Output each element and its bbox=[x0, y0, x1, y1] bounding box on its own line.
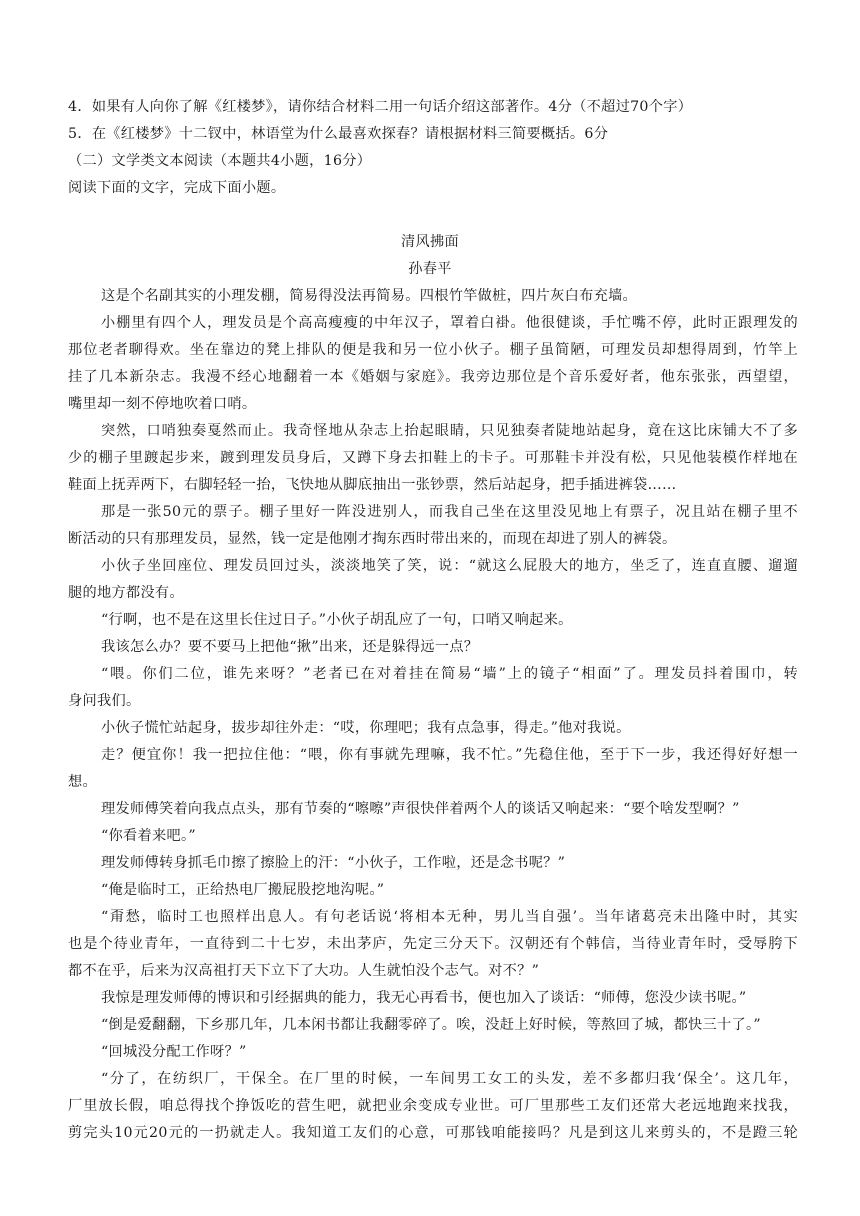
paragraph-line: “甭愁，临时工也照样出息人。有句老话说‘将相本无种，男儿当自强’。当年诸葛亮未出隆中时，其实 bbox=[101, 909, 798, 925]
question-5: 5．在《红楼梦》十二钗中，林语堂为什么最喜欢探春？请根据材料三简要概括。6分 bbox=[68, 126, 609, 142]
paragraph-line: “倒是爱翻翻，下乡那几年，几本闲书都让我翻零碎了。唉，没赶上好时候，等熬回了城，都快三十了。” bbox=[101, 1017, 761, 1033]
paragraph-line: 断活动的只有那理发员，显然，钱一定是他刚才掏东西时带出来的，而现在却进了别人的裤袋。 bbox=[68, 531, 677, 547]
paragraph-line: 我该怎么办？要不要马上把他“揪”出来，还是躲得远一点？ bbox=[101, 639, 479, 655]
paragraph-line: “回城没分配工作呀？” bbox=[101, 1044, 247, 1060]
section-heading: （二）文学类文本阅读（本题共4小题，16分） bbox=[68, 153, 372, 169]
paragraph-line: 那位老者聊得欢。坐在靠边的凳上排队的便是我和另一位小伙子。棚子虽简陋，可理发员却想得周到，竹竿上 bbox=[68, 342, 798, 358]
paragraph-line: 我惊是理发师傅的博识和引经据典的能力，我无心再看书，便也加入了谈话：“师傅，您没少读书呢。” bbox=[101, 990, 747, 1006]
paragraph-line: 那是一张50元的票子。棚子里好一阵没进别人，而我自己坐在这里没见地上有票子，况且站在棚子里不 bbox=[101, 504, 798, 520]
story-title: 清风拂面 bbox=[401, 234, 459, 250]
paragraph-line: 小棚里有四个人，理发员是个高高瘦瘦的中年汉子，罩着白褂。他很健谈，手忙嘴不停，此时正跟理发的 bbox=[101, 315, 798, 331]
paragraph-line: 鞋面上抚弄两下，右脚轻轻一抬，飞快地从脚底抽出一张钞票，然后站起身，把手插进裤袋…… bbox=[68, 477, 677, 493]
paragraph-line: 腿的地方都没有。 bbox=[68, 585, 184, 601]
paragraph-line: 这是个名副其实的小理发棚，简易得没法再简易。四根竹竿做桩，四片灰白布充墙。 bbox=[101, 288, 638, 304]
story-author: 孙春平 bbox=[408, 261, 452, 277]
paragraph-line: 厂里放长假，咱总得找个挣饭吃的营生吧，就把业余变成专业世。可厂里那些工友们还常大老远地跑来找我， bbox=[68, 1098, 798, 1114]
paragraph-line: “俺是临时工，正给热电厂搬屁股挖地沟呢。” bbox=[101, 882, 385, 898]
paragraph-line: 也是个待业青年，一直待到二十七岁，未出茅庐，先定三分天下。汉朝还有个韩信，当待业青年时，受辱胯下 bbox=[68, 936, 798, 952]
paragraph-line: 都不在乎，后来为汉高祖打天下立下了大功。人生就怕没个志气。对不？” bbox=[68, 963, 540, 979]
paragraph-line: 挂了几本新杂志。我漫不经心地翻着一本《婚姻与家庭》。我旁边那位是个音乐爱好者，他东张张，西望望， bbox=[68, 369, 798, 385]
paragraph-line: “喂。你们二位，谁先来呀？”老者已在对着挂在简易“墙”上的镜子“相面”了。理发员抖着围巾，转 bbox=[101, 666, 798, 682]
paragraph-line: 嘴里却一刻不停地吹着口哨。 bbox=[68, 396, 257, 412]
paragraph-line: 想。 bbox=[68, 774, 97, 790]
paragraph-line: “分了，在纺织厂，干保全。在厂里的时候，一车间男工女工的头发，差不多都归我‘保全’。这几年， bbox=[101, 1071, 798, 1087]
paragraph-line: 理发师傅笑着向我点点头，那有节奏的“嚓嚓”声很快伴着两个人的谈话又响起来：“要个啥发型啊？” bbox=[101, 801, 740, 817]
reading-instruction: 阅读下面的文字，完成下面小题。 bbox=[68, 180, 286, 196]
paragraph-line: 突然，口哨独奏戛然而止。我奇怪地从杂志上抬起眼睛，只见独奏者陡地站起身，竟在这比床铺大不了多 bbox=[101, 423, 798, 439]
paragraph-line: 身问我们。 bbox=[68, 693, 141, 709]
paragraph-line: 理发师傅转身抓毛巾擦了擦脸上的汗：“小伙子，工作啦，还是念书呢？” bbox=[101, 855, 566, 871]
paragraph-line: 小伙子慌忙站起身，拔步却往外走：“哎，你理吧；我有点急事，得走。”他对我说。 bbox=[101, 720, 631, 736]
paragraph-line: 小伙子坐回座位、理发员回过头，淡淡地笑了笑，说：“就这么屁股大的地方，坐乏了，连直直腰、遛遛 bbox=[101, 558, 798, 574]
paragraph-line: 剪完头10元20元的一扔就走人。我知道工友们的心意，可那钱咱能接吗？凡是到这儿来剪头的，不是蹬三轮 bbox=[68, 1125, 798, 1141]
paragraph-line: “行啊，也不是在这里长住过日子。”小伙子胡乱应了一句，口哨又响起来。 bbox=[101, 612, 573, 628]
question-4: 4．如果有人向你了解《红楼梦》，请你结合材料二用一句话介绍这部著作。4分（不超过70个字） bbox=[68, 99, 693, 115]
paragraph-line: “你看着来吧。” bbox=[101, 828, 196, 844]
paragraph-line: 走？便宜你！我一把拉住他：“喂，你有事就先理嘛，我不忙。”先稳住他，至于下一步，我还得好好想一 bbox=[101, 747, 798, 763]
paragraph-line: 少的棚子里踱起步来，踱到理发员身后，又蹲下身去扣鞋上的卡子。可那鞋卡并没有松，只见他装模作样地在 bbox=[68, 450, 798, 466]
